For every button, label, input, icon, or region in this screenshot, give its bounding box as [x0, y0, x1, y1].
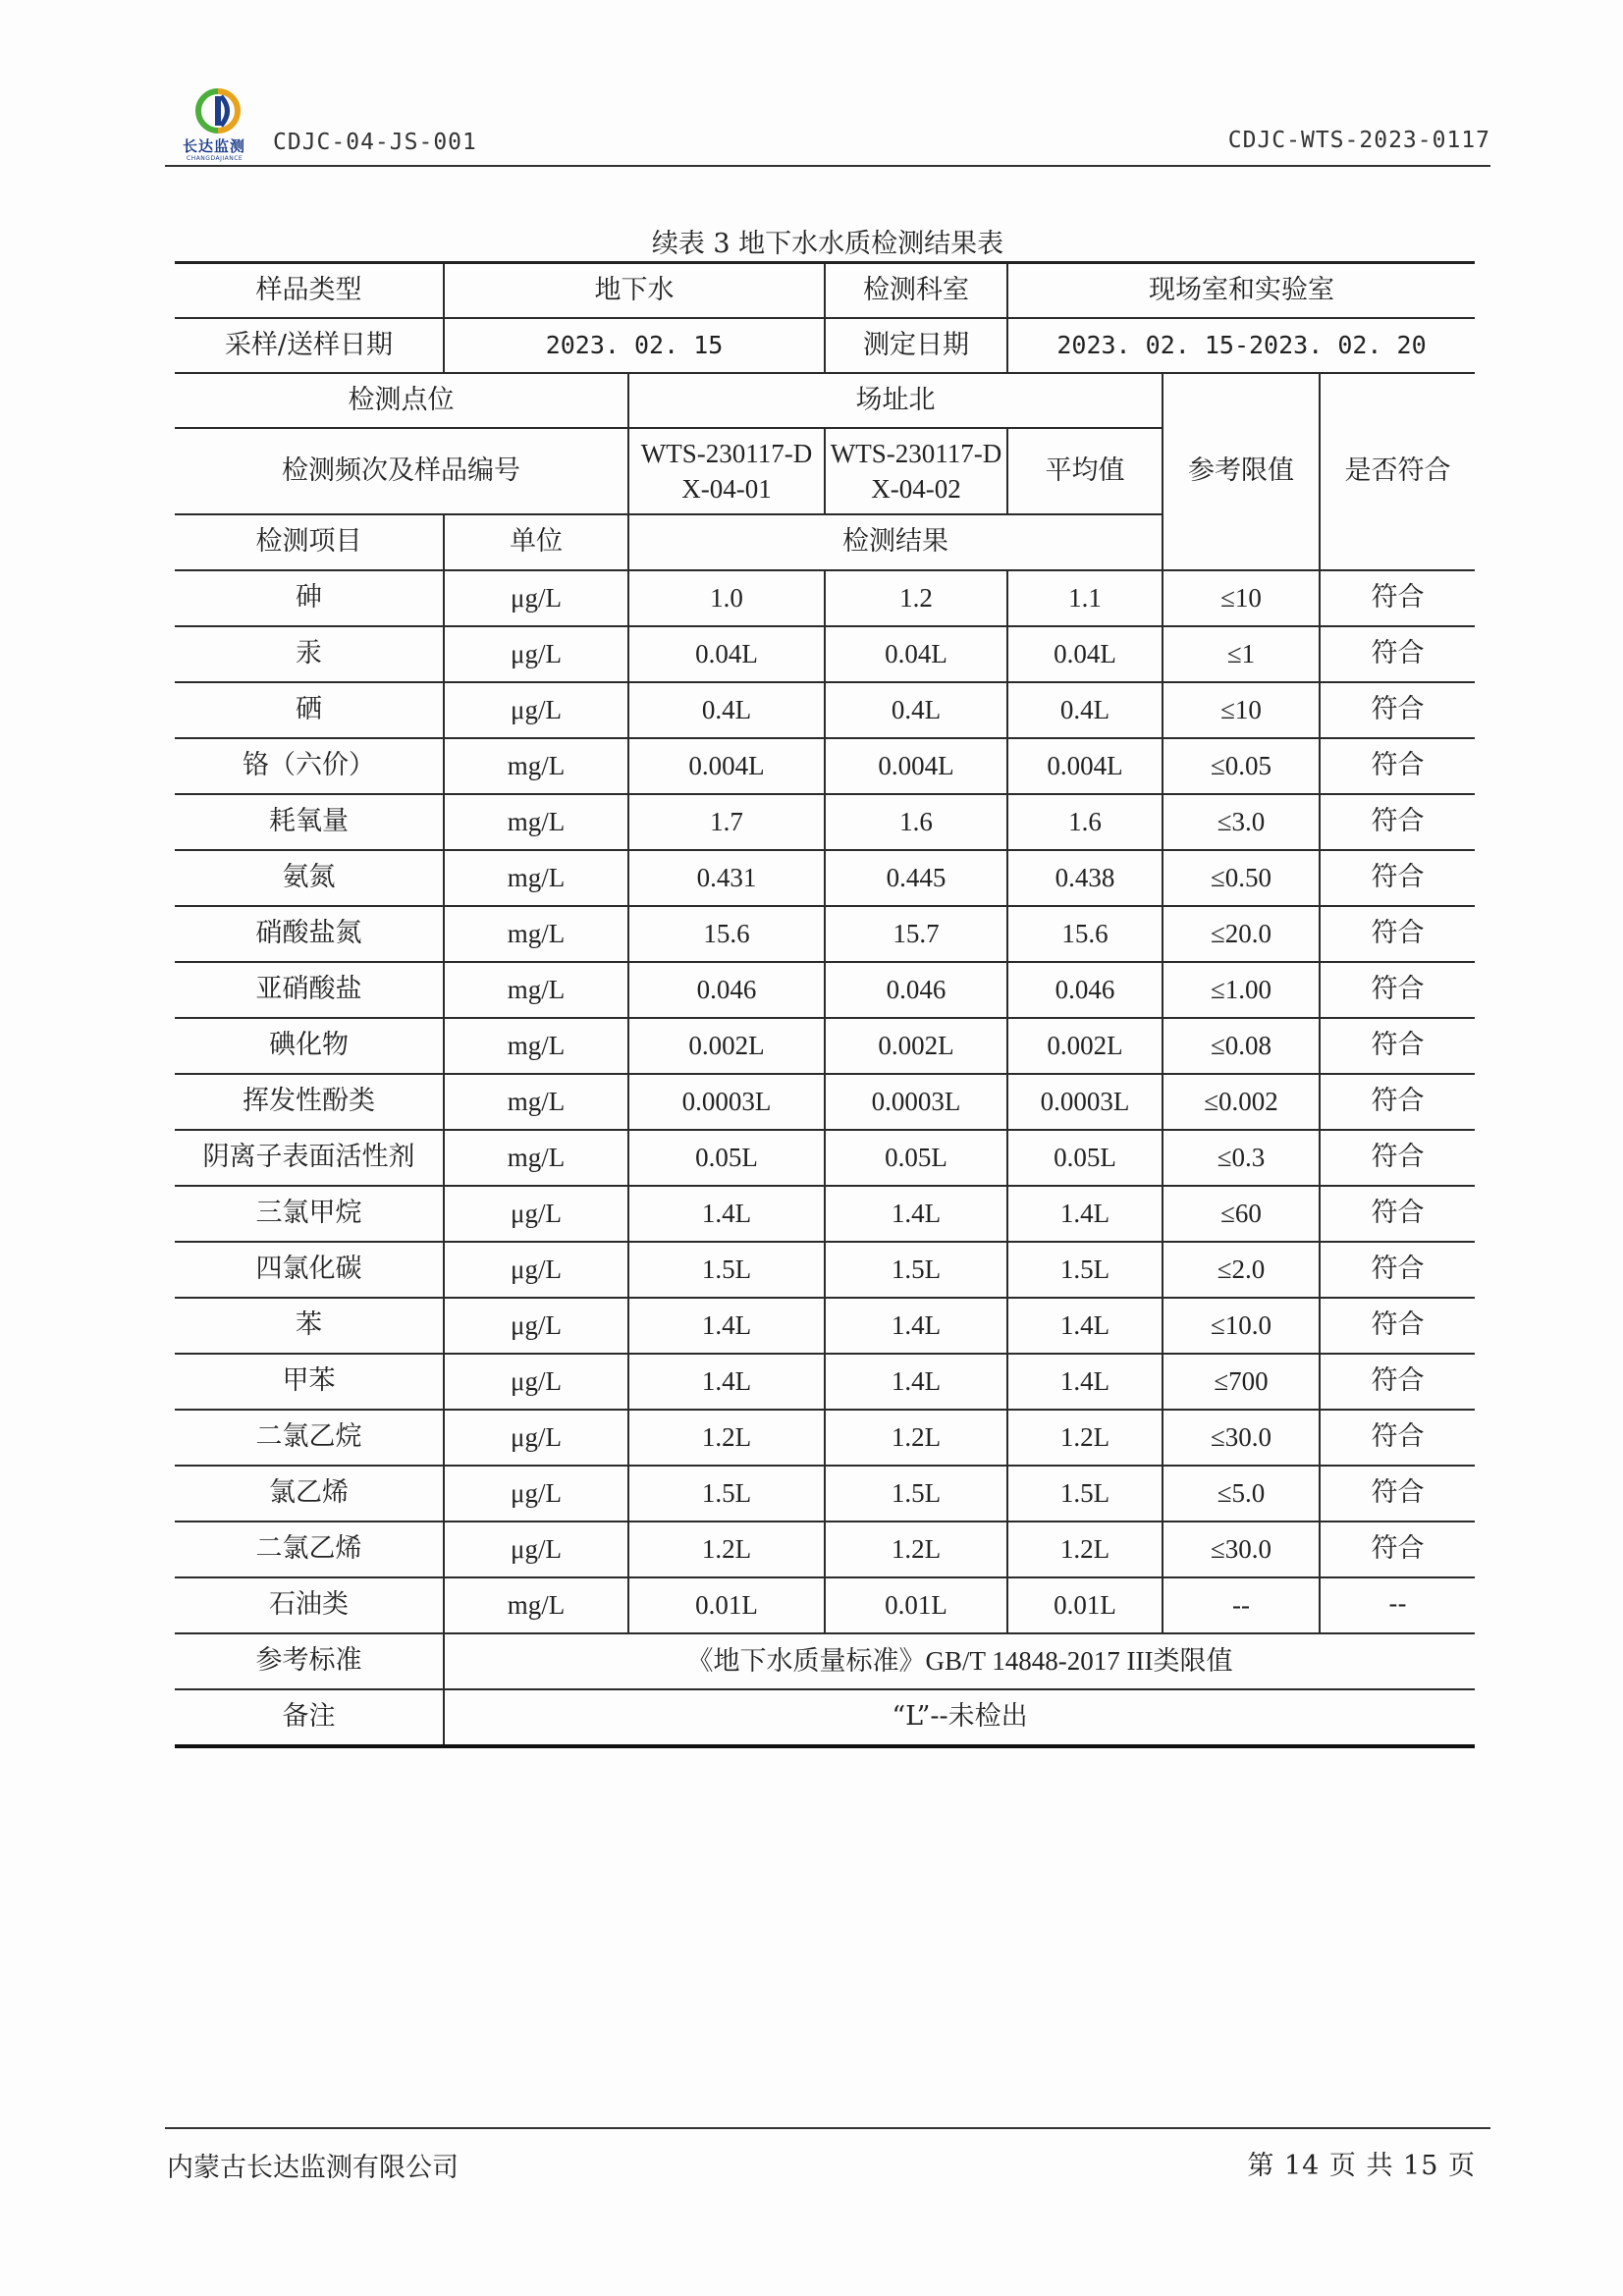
result-1-cell: 1.5L	[628, 1242, 825, 1298]
table-row	[175, 794, 1475, 850]
conformity-cell: 符合	[1320, 626, 1475, 682]
result-1-cell: 1.5L	[628, 1466, 825, 1522]
logo-text: 长达监测	[183, 137, 246, 155]
average-cell: 0.004L	[1007, 738, 1163, 794]
result-2-cell: 0.4L	[825, 682, 1007, 738]
report-number: CDJC-WTS-2023-0117	[1227, 128, 1490, 153]
unit-cell: mg/L	[444, 850, 628, 906]
average-cell: 1.5L	[1007, 1466, 1163, 1522]
result-1-cell: 15.6	[628, 906, 825, 962]
results-table	[175, 261, 1475, 1748]
test-item-cell: 砷	[175, 570, 444, 626]
result-1-cell: 0.431	[628, 850, 825, 906]
limit-cell: ≤0.05	[1163, 738, 1320, 794]
unit-cell: μg/L	[444, 1522, 628, 1577]
unit-header: 单位	[444, 514, 628, 570]
meta-row-1	[175, 263, 1475, 319]
test-item-cell: 四氯化碳	[175, 1242, 444, 1298]
result-2-cell: 0.445	[825, 850, 1007, 906]
result-1-cell: 0.046	[628, 962, 825, 1018]
table-row	[175, 850, 1475, 906]
result-2-cell: 0.0003L	[825, 1074, 1007, 1130]
result-2-cell: 1.4L	[825, 1354, 1007, 1410]
result-1-cell: 1.4L	[628, 1298, 825, 1354]
conformity-cell: 符合	[1320, 570, 1475, 626]
average-cell: 1.6	[1007, 794, 1163, 850]
footer-divider	[165, 2127, 1490, 2129]
result-2-cell: 1.2	[825, 570, 1007, 626]
limit-cell: ≤20.0	[1163, 906, 1320, 962]
sampling-date-value: 2023. 02. 15	[444, 318, 825, 373]
result-2-cell: 1.6	[825, 794, 1007, 850]
average-cell: 0.046	[1007, 962, 1163, 1018]
conformity-cell: 符合	[1320, 962, 1475, 1018]
unit-cell: μg/L	[444, 1242, 628, 1298]
reference-row	[175, 1633, 1475, 1689]
result-1-cell: 0.4L	[628, 682, 825, 738]
table-row	[175, 1298, 1475, 1354]
table-row	[175, 1018, 1475, 1074]
result-2-cell: 0.004L	[825, 738, 1007, 794]
average-cell: 1.2L	[1007, 1410, 1163, 1466]
conformity-cell: 符合	[1320, 1522, 1475, 1577]
result-1-cell: 1.4L	[628, 1186, 825, 1242]
average-cell: 1.4L	[1007, 1298, 1163, 1354]
lab-value: 现场室和实验室	[1007, 263, 1475, 319]
test-item-cell: 苯	[175, 1298, 444, 1354]
result-2-cell: 0.01L	[825, 1577, 1007, 1633]
unit-cell: mg/L	[444, 1074, 628, 1130]
limit-cell: ≤60	[1163, 1186, 1320, 1242]
test-item-cell: 氯乙烯	[175, 1466, 444, 1522]
limit-cell: ≤1.00	[1163, 962, 1320, 1018]
table-row	[175, 1074, 1475, 1130]
test-item-cell: 二氯乙烯	[175, 1522, 444, 1577]
average-cell: 1.4L	[1007, 1186, 1163, 1242]
test-item-cell: 汞	[175, 626, 444, 682]
test-item-cell: 氨氮	[175, 850, 444, 906]
test-item-cell: 三氯甲烷	[175, 1186, 444, 1242]
result-1-cell: 0.01L	[628, 1577, 825, 1633]
table-row	[175, 1410, 1475, 1466]
reference-label: 参考标准	[175, 1633, 444, 1689]
result-2-cell: 0.046	[825, 962, 1007, 1018]
logo-mark-icon	[189, 88, 247, 133]
result-2-cell: 1.4L	[825, 1298, 1007, 1354]
test-item-cell: 挥发性酚类	[175, 1074, 444, 1130]
conformity-cell: 符合	[1320, 1018, 1475, 1074]
limit-cell: ≤1	[1163, 626, 1320, 682]
result-1-cell: 1.0	[628, 570, 825, 626]
table-row	[175, 1186, 1475, 1242]
average-cell: 0.05L	[1007, 1130, 1163, 1186]
conformity-cell: 符合	[1320, 738, 1475, 794]
unit-cell: mg/L	[444, 1577, 628, 1633]
test-item-cell: 碘化物	[175, 1018, 444, 1074]
conformity-cell: 符合	[1320, 906, 1475, 962]
conformity-cell: 符合	[1320, 1242, 1475, 1298]
table-row	[175, 962, 1475, 1018]
unit-cell: μg/L	[444, 626, 628, 682]
table-row	[175, 626, 1475, 682]
remark-row	[175, 1689, 1475, 1746]
sample-type-label: 样品类型	[175, 263, 444, 319]
average-cell: 0.0003L	[1007, 1074, 1163, 1130]
average-cell: 15.6	[1007, 906, 1163, 962]
result-2-cell: 15.7	[825, 906, 1007, 962]
remark-label: 备注	[175, 1689, 444, 1746]
result-2-cell: 1.4L	[825, 1186, 1007, 1242]
result-1-cell: 0.002L	[628, 1018, 825, 1074]
average-cell: 0.01L	[1007, 1577, 1163, 1633]
test-date-label: 测定日期	[825, 318, 1007, 373]
unit-cell: mg/L	[444, 738, 628, 794]
result-1-cell: 1.2L	[628, 1522, 825, 1577]
result-2-cell: 0.002L	[825, 1018, 1007, 1074]
result-1-cell: 0.0003L	[628, 1074, 825, 1130]
sample-id-1: WTS-230117-DX-04-01	[628, 428, 825, 514]
limit-cell: ≤0.50	[1163, 850, 1320, 906]
sample-type-value: 地下水	[444, 263, 825, 319]
unit-cell: mg/L	[444, 1130, 628, 1186]
meta-row-2	[175, 318, 1475, 373]
conformity-cell: 符合	[1320, 1354, 1475, 1410]
page-number: 第 14 页 共 15 页	[1247, 2151, 1476, 2181]
unit-cell: μg/L	[444, 570, 628, 626]
table-row	[175, 1130, 1475, 1186]
limit-cell: --	[1163, 1577, 1320, 1633]
test-item-cell: 甲苯	[175, 1354, 444, 1410]
site-value: 场址北	[628, 373, 1163, 428]
test-item-cell: 硒	[175, 682, 444, 738]
result-header: 检测结果	[628, 514, 1163, 570]
result-2-cell: 1.5L	[825, 1242, 1007, 1298]
table-row	[175, 1242, 1475, 1298]
result-1-cell: 1.7	[628, 794, 825, 850]
form-code: CDJC-04-JS-001	[273, 130, 477, 155]
result-1-cell: 0.004L	[628, 738, 825, 794]
result-1-cell: 0.05L	[628, 1130, 825, 1186]
table-row	[175, 738, 1475, 794]
test-item-cell: 二氯乙烷	[175, 1410, 444, 1466]
conformity-cell: 符合	[1320, 1410, 1475, 1466]
limit-cell: ≤0.002	[1163, 1074, 1320, 1130]
limit-cell: ≤2.0	[1163, 1242, 1320, 1298]
average-cell: 1.2L	[1007, 1522, 1163, 1577]
table-row	[175, 1577, 1475, 1633]
test-item-cell: 石油类	[175, 1577, 444, 1633]
reference-value: 《地下水质量标准》GB/T 14848-2017 III类限值	[444, 1633, 1475, 1689]
conformity-cell: 符合	[1320, 1298, 1475, 1354]
conformity-cell: 符合	[1320, 1130, 1475, 1186]
unit-cell: mg/L	[444, 1018, 628, 1074]
unit-cell: μg/L	[444, 1410, 628, 1466]
sampling-date-label: 采样/送样日期	[175, 318, 444, 373]
result-2-cell: 0.04L	[825, 626, 1007, 682]
conformity-cell: --	[1320, 1577, 1475, 1633]
average-cell: 0.438	[1007, 850, 1163, 906]
result-2-cell: 1.2L	[825, 1522, 1007, 1577]
header-divider	[165, 165, 1490, 167]
average-cell: 0.4L	[1007, 682, 1163, 738]
table-row	[175, 1466, 1475, 1522]
limit-cell: ≤10	[1163, 682, 1320, 738]
test-item-cell: 亚硝酸盐	[175, 962, 444, 1018]
limit-cell: ≤5.0	[1163, 1466, 1320, 1522]
lab-label: 检测科室	[825, 263, 1007, 319]
unit-cell: mg/L	[444, 794, 628, 850]
conformity-cell: 符合	[1320, 850, 1475, 906]
site-label: 检测点位	[175, 373, 628, 428]
test-date-value: 2023. 02. 15-2023. 02. 20	[1007, 318, 1475, 373]
conformity-cell: 符合	[1320, 682, 1475, 738]
result-2-cell: 0.05L	[825, 1130, 1007, 1186]
conformity-cell: 符合	[1320, 794, 1475, 850]
freq-label: 检测频次及样品编号	[175, 428, 628, 514]
results-table-container	[175, 261, 1475, 1748]
conformity-cell: 符合	[1320, 1466, 1475, 1522]
limit-cell: ≤30.0	[1163, 1522, 1320, 1577]
table-row	[175, 1354, 1475, 1410]
conformity-cell: 符合	[1320, 1074, 1475, 1130]
unit-cell: μg/L	[444, 1466, 628, 1522]
limit-cell: ≤3.0	[1163, 794, 1320, 850]
footer-company: 内蒙古长达监测有限公司	[167, 2153, 459, 2183]
site-row	[175, 373, 1475, 428]
limit-cell: ≤30.0	[1163, 1410, 1320, 1466]
sample-id-2: WTS-230117-DX-04-02	[825, 428, 1007, 514]
test-item-cell: 阴离子表面活性剂	[175, 1130, 444, 1186]
company-logo	[183, 84, 253, 163]
average-cell: 0.04L	[1007, 626, 1163, 682]
unit-cell: μg/L	[444, 1298, 628, 1354]
limit-cell: ≤700	[1163, 1354, 1320, 1410]
avg-header: 平均值	[1007, 428, 1163, 514]
limit-cell: ≤0.3	[1163, 1130, 1320, 1186]
table-row	[175, 906, 1475, 962]
unit-cell: mg/L	[444, 962, 628, 1018]
table-row	[175, 1522, 1475, 1577]
limit-cell: ≤0.08	[1163, 1018, 1320, 1074]
test-item-cell: 耗氧量	[175, 794, 444, 850]
logo-subtext: CHANGDAJIANCE	[187, 155, 243, 162]
result-2-cell: 1.2L	[825, 1410, 1007, 1466]
unit-cell: μg/L	[444, 1186, 628, 1242]
limit-cell: ≤10	[1163, 570, 1320, 626]
average-cell: 1.5L	[1007, 1242, 1163, 1298]
test-item-cell: 铬（六价）	[175, 738, 444, 794]
table-title: 续表 3 地下水水质检测结果表	[651, 229, 1004, 259]
page-header	[165, 84, 1490, 167]
average-cell: 1.4L	[1007, 1354, 1163, 1410]
remark-value: “L”--未检出	[444, 1689, 1475, 1746]
data-rows	[175, 570, 1475, 1633]
table-row	[175, 682, 1475, 738]
unit-cell: μg/L	[444, 1354, 628, 1410]
unit-cell: mg/L	[444, 906, 628, 962]
limit-header: 参考限值	[1163, 373, 1320, 570]
average-cell: 0.002L	[1007, 1018, 1163, 1074]
test-item-cell: 硝酸盐氮	[175, 906, 444, 962]
unit-cell: μg/L	[444, 682, 628, 738]
result-1-cell: 1.2L	[628, 1410, 825, 1466]
average-cell: 1.1	[1007, 570, 1163, 626]
table-row	[175, 570, 1475, 626]
item-header: 检测项目	[175, 514, 444, 570]
conformity-cell: 符合	[1320, 1186, 1475, 1242]
conform-header: 是否符合	[1320, 373, 1475, 570]
result-1-cell: 1.4L	[628, 1354, 825, 1410]
limit-cell: ≤10.0	[1163, 1298, 1320, 1354]
result-1-cell: 0.04L	[628, 626, 825, 682]
result-2-cell: 1.5L	[825, 1466, 1007, 1522]
